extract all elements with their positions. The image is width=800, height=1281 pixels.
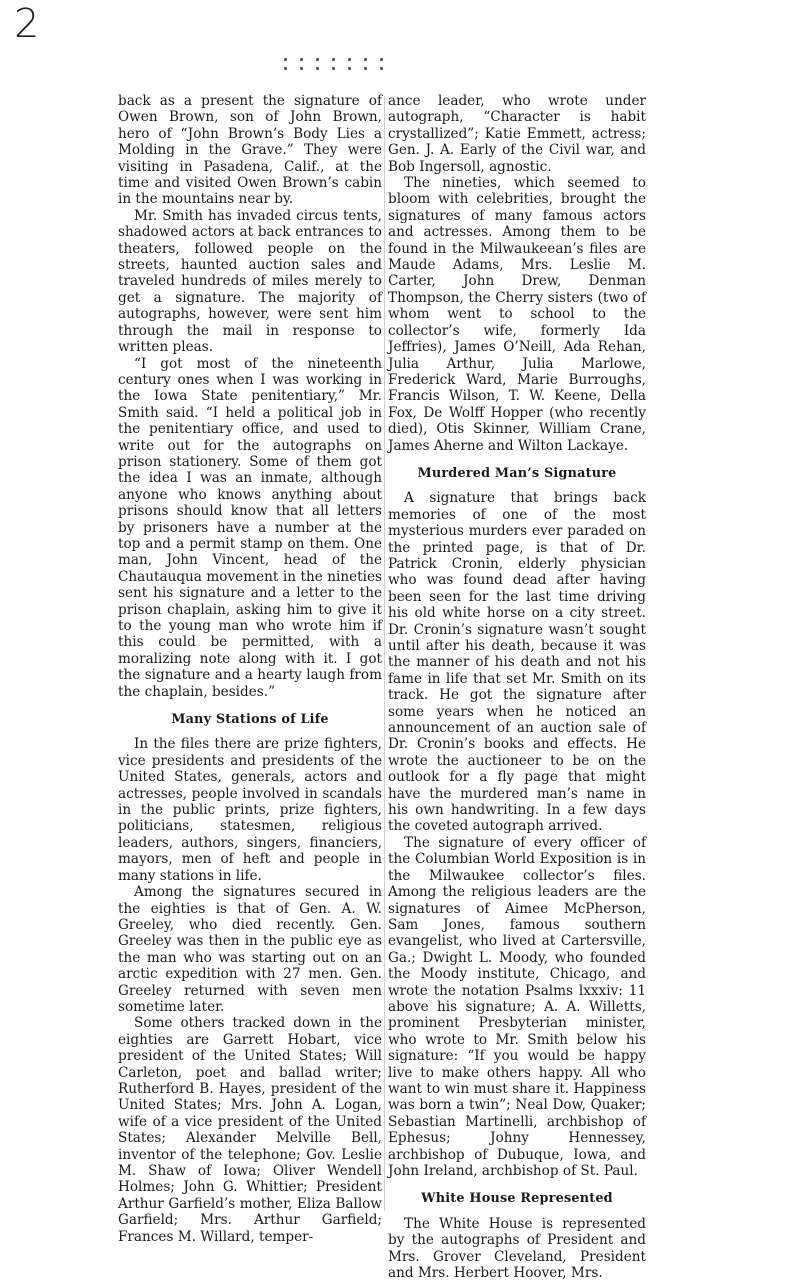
- left-paragraph-5: Among the signatures secured in the eighties is that of Gen. A. W. Greeley, who died recently. Gen. Greeley was then in the public eye as the man who was starting out on an arctic expedition with 27 men. Gen. Greeley returned with seven men sometime later.: [118, 884, 382, 1015]
- right-paragraph-5: The White House is represented by the autographs of President and Mrs. Grover Cleveland, President and Mrs. Herbert Hoover, Mrs.: [388, 1215, 646, 1281]
- right-paragraph-4: The signature of every officer of the Columbian World Exposition is in the Milwaukee collector’s files. Among the religious leaders are the signatures of Aimee McPherson, Sam Jones, famous southern evangelist, who lived at Cartersville, Ga.; Dwight L. Moody, who founded the Moody institute, Chicago, and wrote the notation Psalms lxxxiv: 11 above his signature; A. A. Willetts, prominent Presbyterian minister, who wrote to Mr. Smith below his signature: “If you would be happy live to make others happy. All who want to win must share it. Happiness was born a twin”; Neal Dow, Quaker; Sebastian Martinelli, archbishop of Ephesus; Johny Hennessey, archbishop of Dubuque, Iowa, and John Ireland, archbishop of St. Paul.: [388, 834, 646, 1179]
- right-paragraph-1: ance leader, who wrote under autograph, “Character is habit crystallized”; Katie Emmett, actress; Gen. J. A. Early of the Civil war, and Bob Ingersoll, agnostic.: [388, 93, 646, 175]
- handwritten-page-number: 2: [14, 1, 40, 47]
- right-column: [388, 93, 646, 1281]
- left-paragraph-2: Mr. Smith has invaded circus tents, shadowed actors at back entrances to theaters, followed people on the streets, haunted auction sales and traveled hundreds of miles merely to get a signature. The majority of autographs, however, were sent him through the mail in response to written pleas.: [118, 207, 382, 356]
- left-column: [118, 93, 382, 1245]
- subhead-white-house: White House Represented: [421, 1191, 613, 1207]
- left-paragraph-3: “I got most of the nineteenth century ones when I was working in the Iowa State penitentiary,” Mr. Smith said. “I held a political job in the penitentiary office, and used to write out for the autographs on prison stationery. Some of them got the idea I was an inmate, although anyone who knows anything about prisons should know that all letters by prisoners have a number at the top and a permit stamp on them. One man, John Vincent, head of the Chautauqua movement in the nineties sent his signature and a letter to the prison chaplain, asking him to give it to the young man who wrote him if this could be permitted, with a moralizing note along with it. I got the signature and a hearty laugh from the chaplain, besides.”: [118, 355, 382, 700]
- subhead-murdered-man: Murdered Man’s Signature: [417, 465, 617, 481]
- left-paragraph-4: In the files there are prize fighters, vice presidents and presidents of the United States, generals, actors and actresses, people involved in scandals in the public prints, prize fighters, politicians, statesmen, religious leaders, authors, singers, financiers, mayors, men of heft and people in many stations in life.: [118, 736, 382, 884]
- subhead-many-stations: Many Stations of Life: [171, 712, 329, 728]
- right-paragraph-2: The nineties, which seemed to bloom with celebrities, brought the signatures of many famous actors and actresses. Among them to be found in the Milwaukeean’s files are Maude Adams, Mrs. Leslie M. Carter, John Drew, Denman Thompson, the Cherry sisters (two of whom went to school to the collector’s wife, formerly Ida Jeffries), James O’Neill, Ada Rehan, Julia Arthur, Julia Marlowe, Frederick Ward, Marie Burroughs, Francis Wilson, T. W. Keene, Della Fox, De Wolff Hopper (who recently died), Otis Skinner, William Crane, James Aherne and Wilton Lackaye.: [388, 175, 646, 454]
- left-paragraph-1: back as a present the signature of Owen Brown, son of John Brown, hero of “John Brown’s Body Lies a Molding in the Grave.” They were visiting in Pasadena, Calif., at the time and visited Owen Brown’s cabin in the mountains near by.: [118, 93, 382, 208]
- left-paragraph-6: Some others tracked down in the eighties are Garrett Hobart, vice president of the United States; Will Carleton, poet and ballad writer; Rutherford B. Hayes, president of the United States; Mrs. John A. Logan, wife of a vice president of the United States; Alexander Melville Bell, inventor of the telephone; Gov. Leslie M. Shaw of Iowa; Oliver Wendell Holmes; John G. Whittier; President Arthur Garfield’s mother, Eliza Ballow Garfield; Mrs. Arthur Garfield; Frances M. Willard, temper-: [118, 1015, 382, 1245]
- right-paragraph-3: A signature that brings back memories of one of the most mysterious murders ever paraded on the printed page, is that of Dr. Patrick Cronin, elderly physician who was found dead after having been seen for the last time driving his old white horse on a city street. Dr. Cronin’s signature wasn’t sought until after his death, because it was the manner of his death and not his fame in life that set Mr. Smith on its track. He got the signature after some years when he noticed an announcement of an auction sale of Dr. Cronin’s books and effects. He wrote the auctioneer to be on the outlook for a fly page that might have the murdered man’s name in his own handwriting. In a few days the coveted autograph arrived.: [388, 490, 646, 835]
- column-divider: [384, 96, 385, 1211]
- binder-hole-pattern: [284, 58, 392, 70]
